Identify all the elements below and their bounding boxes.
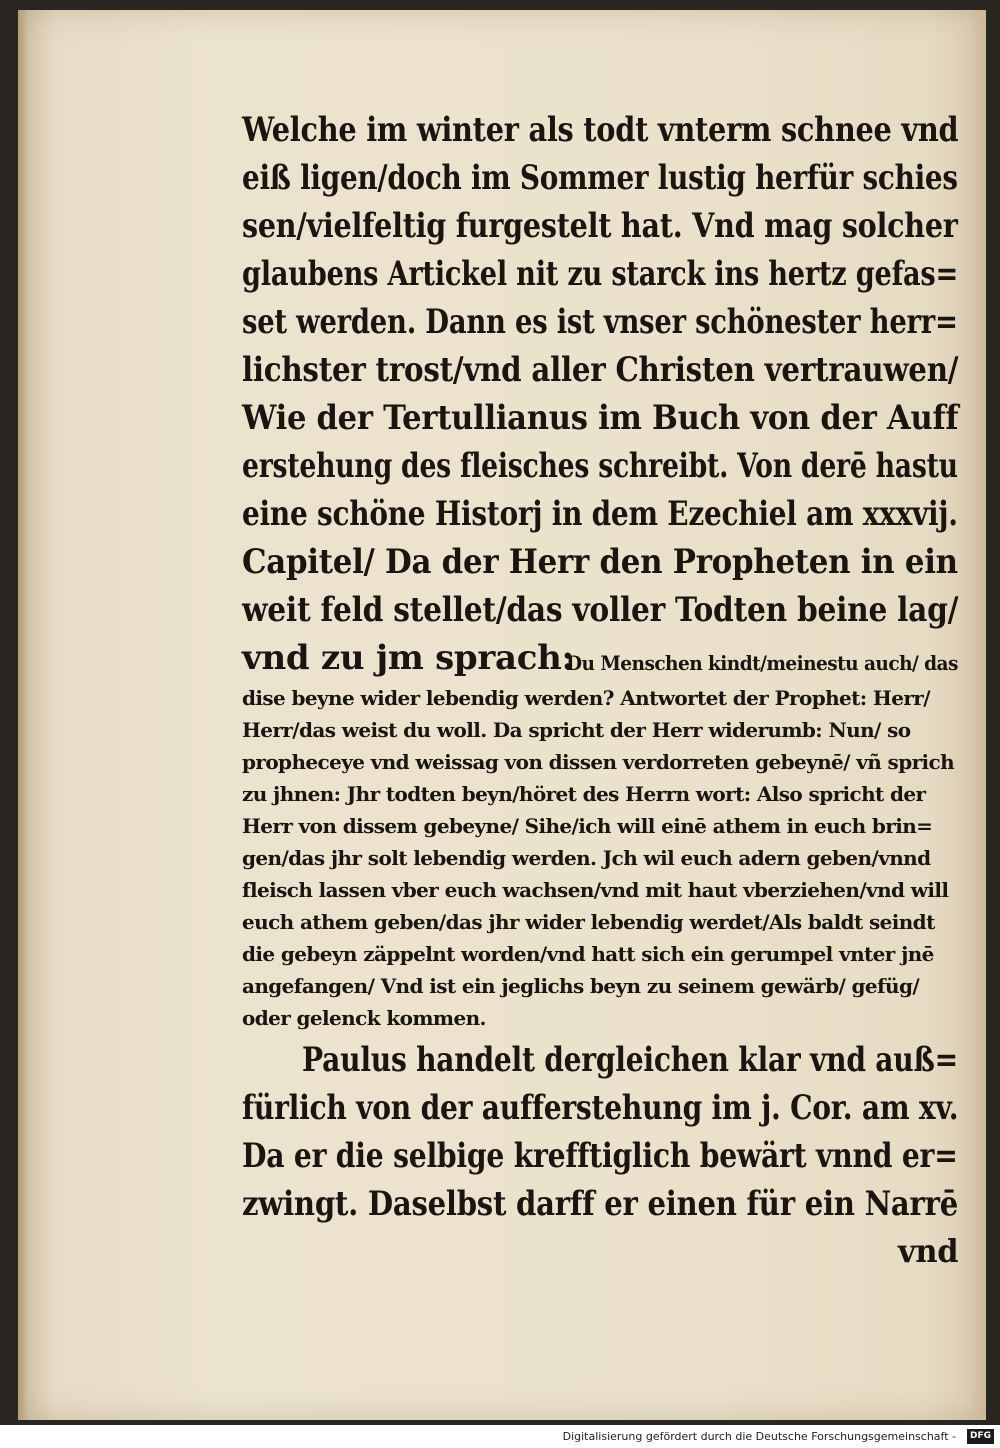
body-line: set werden. Dann es ist vnser schönester herr= [242, 302, 958, 342]
closing-line: Paulus handelt dergleichen klar vnd auß= [302, 1040, 958, 1080]
quote-line: propheceye vnd weissag von dissen verdorreten gebeynē/ vñ sprich [242, 750, 955, 774]
body-line: weit feld stellet/das voller Todten beine lag/ [242, 590, 959, 630]
body-line: erstehung des fleisches schreibt. Von derē hastu [242, 446, 958, 486]
body-line: glaubens Artickel nit zu starck ins hertz gefas= [242, 254, 959, 294]
quote-line: zu jhnen: Jhr todten beyn/höret des Herrn wort: Also spricht der [242, 782, 926, 806]
closing-line: fürlich von der aufferstehung im j. Cor. am xv. [242, 1088, 959, 1128]
body-line: Wie der Tertullianus im Buch von der Auff [242, 398, 959, 438]
body-line: eiß ligen/doch im Sommer lustig herfür schies [242, 158, 958, 198]
body-line: sen/vielfeltig furgestelt hat. Vnd mag solcher [242, 206, 958, 246]
quote-line: gen/das jhr solt lebendig werden. Jch wil euch adern geben/vnnd [242, 846, 931, 870]
quote-line: angefangen/ Vnd ist ein jeglichs beyn zu seinem gewärb/ gefüg/ [242, 974, 920, 998]
footer-credit: Digitalisierung gefördert durch die Deutsche Forschungsgemeinschaft - [562, 1430, 956, 1443]
body-line: vnd zu jm sprach: [242, 638, 574, 678]
body-line: Welche im winter als todt vnterm schnee vnd [242, 110, 959, 150]
page-gutter-shadow [18, 10, 28, 1420]
quote-line: Herr/das weist du woll. Da spricht der Herr widerumb: Nun/ so [242, 718, 911, 742]
quote-line: die gebeyn zäppelnt worden/vnd hatt sich ein gerumpel vnter jnē [242, 942, 934, 966]
quote-line: fleisch lassen vber euch wachsen/vnd mit haut vberziehen/vnd will [242, 878, 949, 902]
digitization-footer [0, 1425, 1000, 1448]
quote-line: oder gelenck kommen. [242, 1006, 486, 1030]
quote-line: Herr von dissem gebeyne/ Sihe/ich will einē athem in euch brin= [242, 814, 933, 838]
body-line: Capitel/ Da der Herr den Propheten in ein [242, 542, 958, 582]
page-edge-shadow [972, 10, 986, 1420]
closing-line: zwingt. Daselbst darff er einen für ein Narrē [242, 1184, 958, 1224]
body-line: eine schöne Historj in dem Ezechiel am xxxvij. [242, 494, 958, 534]
quote-line: dise beyne wider lebendig werden? Antwortet der Prophet: Herr/ [242, 686, 930, 710]
book-page [18, 10, 986, 1420]
closing-line: Da er die selbige krefftiglich bewärt vnnd er= [242, 1136, 958, 1176]
body-line: lichster trost/vnd aller Christen vertrauwen/ [242, 350, 959, 390]
catchword: vnd [898, 1232, 959, 1270]
dfg-logo: DFG [967, 1429, 994, 1444]
quote-line: euch athem geben/das jhr wider lebendig werdet/Als baldt seindt [242, 910, 935, 934]
quote-first-line: Du Menschen kindt/meinestu auch/ das [566, 651, 958, 675]
